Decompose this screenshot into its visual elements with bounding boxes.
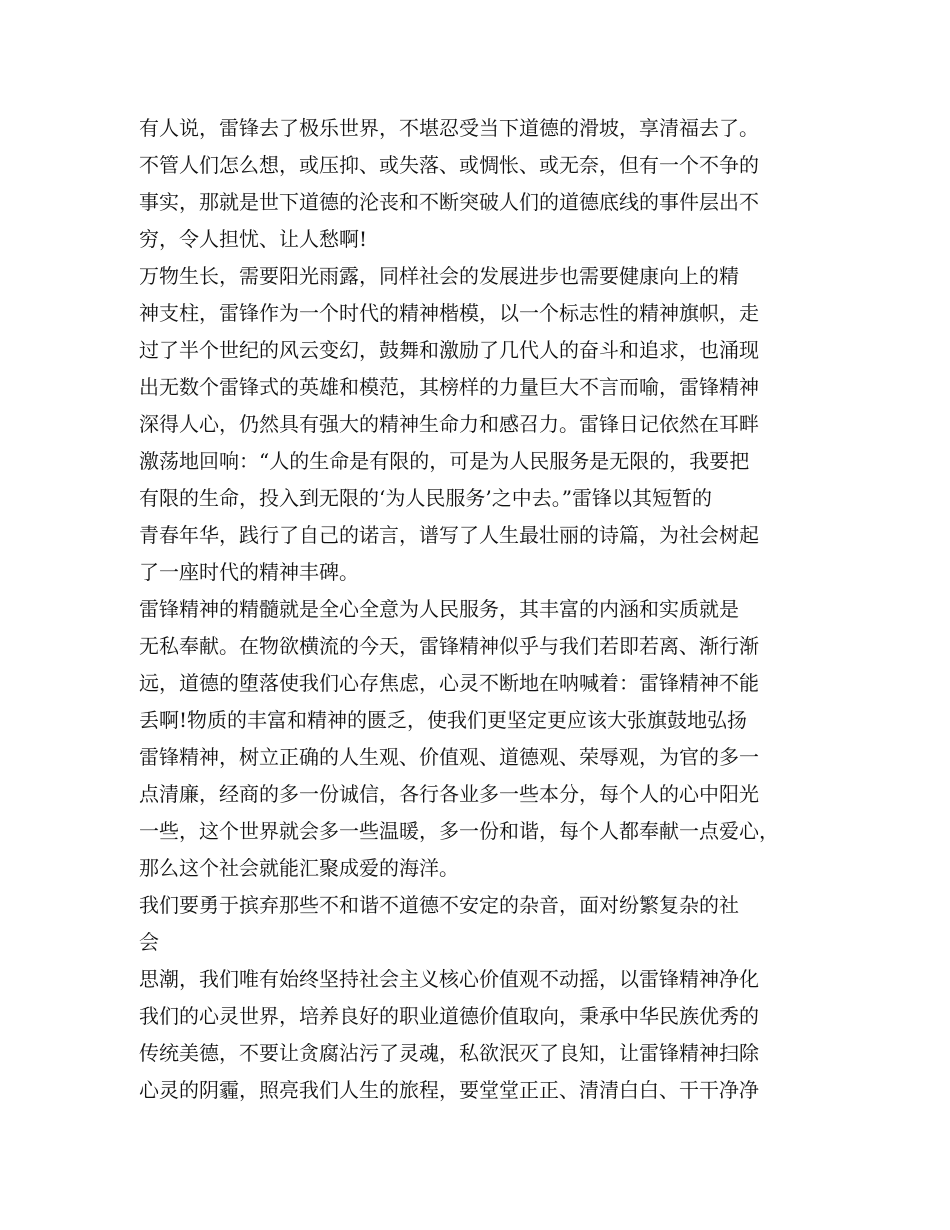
text-line: 远，道德的堕落使我们心存焦虑，心灵不断地在呐喊着：雷锋精神不能 (139, 671, 759, 695)
text-line: 青春年华，践行了自己的诺言，谱写了人生最壮丽的诗篇，为社会树起 (139, 523, 759, 547)
text-line: 丢啊!物质的丰富和精神的匮乏，使我们更坚定更应该大张旗鼓地弘扬 (139, 708, 748, 732)
text-line: 无私奉献。在物欲横流的今天，雷锋精神似乎与我们若即若离、渐行渐 (139, 634, 759, 658)
text-line: 我们要勇于摈弃那些不和谐不道德不安定的杂音，面对纷繁复杂的社 (139, 893, 739, 917)
text-line: 思潮，我们唯有始终坚持社会主义核心价值观不动摇，以雷锋精神净化 (139, 967, 759, 991)
text-line: 了一座时代的精神丰碑。 (139, 560, 359, 584)
text-line: 有人说，雷锋去了极乐世界，不堪忍受当下道德的滑坡，享清福去了。 (139, 116, 759, 140)
text-line: 神支柱，雷锋作为一个时代的精神楷模，以一个标志性的精神旗帜，走 (139, 301, 759, 325)
text-line: 激荡地回响：“人的生命是有限的，可是为人民服务是无限的，我要把 (139, 449, 750, 473)
text-line: 心灵的阴霾，照亮我们人生的旅程，要堂堂正正、清清白白、干干净净 (139, 1078, 759, 1102)
text-line: 万物生长，需要阳光雨露，同样社会的发展进步也需要健康向上的精 (139, 264, 739, 288)
text-line: 会 (139, 930, 159, 954)
text-line: 传统美德，不要让贪腐沾污了灵魂，私欲泯灭了良知，让雷锋精神扫除 (139, 1041, 759, 1065)
document-body (139, 110, 829, 1109)
text-line: 雷锋精神的精髓就是全心全意为人民服务，其丰富的内涵和实质就是 (139, 597, 739, 621)
text-line: 我们的心灵世界，培养良好的职业道德价值取向，秉承中华民族优秀的 (139, 1004, 759, 1028)
text-line: 不管人们怎么想，或压抑、或失落、或惆怅、或无奈，但有一个不争的 (139, 153, 759, 177)
text-line: 出无数个雷锋式的英雄和模范，其榜样的力量巨大不言而喻，雷锋精神 (139, 375, 759, 399)
text-line: 点清廉，经商的多一份诚信，各行各业多一些本分，每个人的心中阳光 (139, 782, 759, 806)
text-line: 穷，令人担忧、让人愁啊! (139, 227, 368, 251)
text-line: 有限的生命，投入到无限的‘为人民服务’之中去。”雷锋以其短暂的 (139, 486, 712, 510)
text-line: 那么这个社会就能汇聚成爱的海洋。 (139, 856, 459, 880)
text-line: 深得人心，仍然具有强大的精神生命力和感召力。雷锋日记依然在耳畔 (139, 412, 759, 436)
text-line: 一些，这个世界就会多一些温暖，多一份和谐，每个人都奉献一点爱心， (139, 819, 779, 843)
text-line: 事实，那就是世下道德的沦丧和不断突破人们的道德底线的事件层出不 (139, 190, 759, 214)
text-line: 过了半个世纪的风云变幻，鼓舞和激励了几代人的奋斗和追求，也涌现 (139, 338, 759, 362)
text-line: 雷锋精神，树立正确的人生观、价值观、道德观、荣辱观，为官的多一 (139, 745, 759, 769)
